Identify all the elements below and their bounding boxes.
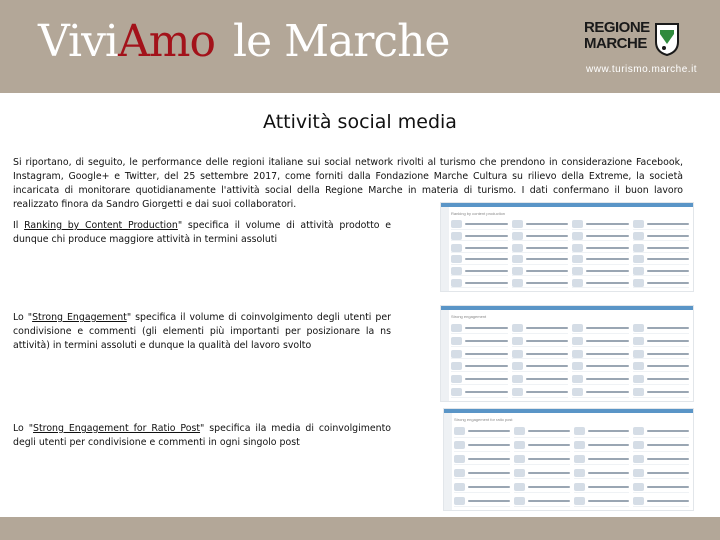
region-avatar-icon — [633, 255, 644, 263]
section-engagement-text — [13, 311, 391, 353]
region-entry-line — [465, 365, 508, 367]
screenshot-topbar — [441, 203, 693, 207]
region-avatar-icon — [633, 469, 644, 477]
region-avatar-icon — [574, 497, 585, 505]
region-avatar-icon — [451, 362, 462, 370]
region-line2: MARCHE — [584, 35, 647, 52]
region-entry-line — [647, 327, 690, 329]
region-entry — [572, 220, 629, 230]
region-entry-line — [468, 472, 510, 474]
region-entry — [574, 481, 630, 493]
region-entry — [451, 323, 508, 334]
region-entry-line — [526, 247, 569, 249]
region-entry-line — [647, 340, 690, 342]
region-line1: REGIONE — [584, 19, 650, 36]
region-entry — [572, 323, 629, 334]
region-entry — [514, 467, 570, 479]
region-entry — [633, 323, 690, 334]
footer-band — [0, 517, 720, 540]
screenshot-sidebar — [441, 310, 449, 401]
region-entry-line — [526, 223, 569, 225]
region-avatar-icon — [633, 455, 644, 463]
region-entry-line — [465, 353, 508, 355]
region-avatar-icon — [574, 427, 585, 435]
region-avatar-icon — [572, 324, 583, 332]
region-entry-line — [465, 391, 508, 393]
region-entry — [572, 387, 629, 398]
website-url[interactable]: www.turismo.marche.it — [586, 64, 698, 75]
region-entry — [451, 349, 508, 360]
region-entry — [633, 349, 690, 360]
region-entry — [512, 374, 569, 385]
region-entry-line — [526, 327, 569, 329]
header-band — [0, 0, 720, 93]
section-ratio-post: " specifica ila media di coinvolgimento degli utenti per condivisione e commenti in ogni singolo post — [13, 423, 391, 448]
region-entry — [574, 467, 630, 479]
region-avatar-icon — [451, 244, 462, 252]
region-entry — [633, 255, 690, 265]
region-avatar-icon — [512, 362, 523, 370]
region-avatar-icon — [514, 441, 525, 449]
region-entry — [514, 426, 570, 438]
region-entry-line — [647, 391, 690, 393]
region-avatar-icon — [572, 350, 583, 358]
region-avatar-icon — [454, 441, 465, 449]
region-entry — [512, 267, 569, 277]
region-entry — [633, 278, 690, 288]
region-entry-line — [647, 444, 689, 446]
region-avatar-icon — [454, 483, 465, 491]
region-entry — [451, 278, 508, 288]
region-entry-line — [586, 365, 629, 367]
regione-marche-logo — [584, 20, 694, 70]
region-entry — [633, 267, 690, 277]
region-entry — [572, 278, 629, 288]
region-avatar-icon — [451, 350, 462, 358]
region-entry — [454, 495, 510, 507]
ratio-post-screenshot — [443, 408, 694, 511]
region-entry — [514, 495, 570, 507]
region-entry-line — [528, 458, 570, 460]
region-entry-line — [526, 235, 569, 237]
region-entry — [512, 361, 569, 372]
region-avatar-icon — [633, 244, 644, 252]
region-avatar-icon — [512, 324, 523, 332]
region-entry — [572, 349, 629, 360]
section-ranking-post: " specifica il volume di attività prodotto e dunque chi produce maggiore attività in termini assoluti — [13, 220, 391, 245]
region-avatar-icon — [451, 388, 462, 396]
region-avatar-icon — [512, 279, 523, 287]
region-entry-line — [465, 378, 508, 380]
region-entry — [451, 255, 508, 265]
region-avatar-icon — [451, 267, 462, 275]
region-avatar-icon — [572, 388, 583, 396]
region-entry-line — [526, 391, 569, 393]
region-entry — [574, 426, 630, 438]
region-entry — [451, 336, 508, 347]
region-entry-line — [588, 430, 630, 432]
region-entry-line — [647, 458, 689, 460]
region-avatar-icon — [451, 375, 462, 383]
region-entry — [633, 243, 690, 253]
region-entry — [451, 374, 508, 385]
region-avatar-icon — [633, 220, 644, 228]
region-entry-line — [528, 444, 570, 446]
section-ranking-pre: Il — [13, 220, 25, 231]
region-entry — [633, 440, 689, 452]
region-avatar-icon — [633, 441, 644, 449]
region-avatar-icon — [633, 279, 644, 287]
region-avatar-icon — [572, 375, 583, 383]
region-entry-line — [647, 500, 689, 502]
region-entry-line — [468, 486, 510, 488]
region-entry-line — [586, 327, 629, 329]
region-entry-line — [586, 223, 629, 225]
region-entry — [451, 243, 508, 253]
region-entry — [574, 495, 630, 507]
region-entry-line — [528, 472, 570, 474]
strong-engagement-screenshot — [440, 305, 694, 402]
region-entry — [572, 336, 629, 347]
region-entry — [512, 243, 569, 253]
region-entry-line — [647, 365, 690, 367]
ratio-grid — [454, 426, 689, 507]
region-entry-line — [647, 247, 690, 249]
region-avatar-icon — [454, 497, 465, 505]
region-avatar-icon — [574, 469, 585, 477]
region-avatar-icon — [633, 483, 644, 491]
region-entry — [633, 481, 689, 493]
region-avatar-icon — [574, 455, 585, 463]
region-avatar-icon — [512, 375, 523, 383]
region-avatar-icon — [514, 469, 525, 477]
region-entry — [572, 267, 629, 277]
region-avatar-icon — [633, 497, 644, 505]
region-entry — [574, 454, 630, 466]
region-entry-line — [465, 282, 508, 284]
region-avatar-icon — [633, 324, 644, 332]
region-avatar-icon — [633, 232, 644, 240]
region-entry-line — [586, 391, 629, 393]
region-entry — [633, 361, 690, 372]
region-entry-line — [465, 247, 508, 249]
region-avatar-icon — [514, 483, 525, 491]
region-entry-line — [465, 327, 508, 329]
region-avatar-icon — [572, 255, 583, 263]
region-entry — [512, 255, 569, 265]
region-entry — [451, 232, 508, 242]
region-avatar-icon — [512, 244, 523, 252]
region-entry — [633, 454, 689, 466]
region-avatar-icon — [451, 279, 462, 287]
region-entry-line — [465, 258, 508, 260]
region-avatar-icon — [633, 362, 644, 370]
region-entry-line — [647, 353, 690, 355]
region-entry — [514, 440, 570, 452]
region-entry-line — [465, 270, 508, 272]
region-entry — [512, 232, 569, 242]
region-entry-line — [588, 472, 630, 474]
region-entry — [512, 220, 569, 230]
region-entry-line — [526, 340, 569, 342]
region-entry-line — [468, 500, 510, 502]
region-entry — [633, 426, 689, 438]
region-avatar-icon — [572, 267, 583, 275]
region-entry — [574, 440, 630, 452]
section-engagement-post: " specifica il volume di coinvolgimento degli utenti per condivisione e commenti (gli elementi più importanti per posizionare la ns attività) in termini assoluti e dunque la qualità del lavoro svolto — [13, 312, 391, 351]
logo-le-marche: le Marche — [233, 16, 450, 67]
region-entry-line — [647, 378, 690, 380]
region-entry — [454, 426, 510, 438]
region-entry-line — [526, 270, 569, 272]
screenshot-topbar — [441, 306, 693, 310]
section-ratio-pre: Lo " — [13, 423, 34, 434]
region-entry-line — [528, 500, 570, 502]
region-entry — [451, 220, 508, 230]
region-entry-line — [526, 353, 569, 355]
region-avatar-icon — [512, 232, 523, 240]
region-avatar-icon — [454, 469, 465, 477]
region-entry — [451, 267, 508, 277]
screenshot-sidebar — [441, 207, 449, 291]
ranking-grid — [451, 220, 689, 288]
region-entry-line — [465, 223, 508, 225]
region-entry-line — [586, 235, 629, 237]
logo-amo: Amo — [118, 16, 216, 67]
region-entry — [451, 387, 508, 398]
region-entry-line — [526, 365, 569, 367]
region-avatar-icon — [633, 350, 644, 358]
region-entry-line — [586, 340, 629, 342]
region-entry — [633, 232, 690, 242]
region-avatar-icon — [572, 337, 583, 345]
section-ranking-text — [13, 219, 391, 247]
region-avatar-icon — [572, 232, 583, 240]
region-avatar-icon — [572, 279, 583, 287]
region-avatar-icon — [633, 427, 644, 435]
region-avatar-icon — [633, 267, 644, 275]
region-avatar-icon — [572, 362, 583, 370]
region-entry-line — [468, 430, 510, 432]
region-entry-line — [528, 486, 570, 488]
region-avatar-icon — [451, 232, 462, 240]
region-entry-line — [586, 270, 629, 272]
region-entry — [512, 278, 569, 288]
region-avatar-icon — [512, 337, 523, 345]
region-entry — [633, 374, 690, 385]
region-entry-line — [465, 340, 508, 342]
region-entry-line — [586, 258, 629, 260]
page-title: Attività social media — [263, 111, 457, 133]
region-avatar-icon — [512, 255, 523, 263]
region-entry-line — [647, 282, 690, 284]
screenshot-header: Ranking by content production — [451, 211, 506, 216]
region-entry-line — [647, 270, 690, 272]
region-entry-line — [586, 247, 629, 249]
strong-engagement-ratio-link[interactable]: Strong Engagement for Ratio Post — [33, 423, 201, 434]
region-avatar-icon — [514, 455, 525, 463]
screenshot-topbar — [444, 409, 693, 413]
region-avatar-icon — [451, 337, 462, 345]
screenshot-header: Strong engagement — [451, 314, 487, 319]
region-entry — [454, 440, 510, 452]
region-entry-line — [588, 486, 630, 488]
ranking-screenshot — [440, 202, 694, 292]
region-entry-line — [586, 353, 629, 355]
region-entry — [454, 481, 510, 493]
region-avatar-icon — [454, 455, 465, 463]
region-avatar-icon — [512, 267, 523, 275]
screenshot-sidebar — [444, 413, 452, 510]
region-entry — [572, 374, 629, 385]
region-avatar-icon — [633, 337, 644, 345]
region-entry-line — [647, 472, 689, 474]
region-avatar-icon — [572, 220, 583, 228]
region-entry — [572, 243, 629, 253]
section-ratio-text — [13, 422, 391, 450]
region-avatar-icon — [451, 255, 462, 263]
region-avatar-icon — [512, 220, 523, 228]
region-entry — [633, 220, 690, 230]
region-avatar-icon — [454, 427, 465, 435]
region-avatar-icon — [633, 375, 644, 383]
region-avatar-icon — [514, 497, 525, 505]
region-avatar-icon — [574, 441, 585, 449]
region-entry-line — [528, 430, 570, 432]
region-entry — [512, 323, 569, 334]
region-avatar-icon — [572, 244, 583, 252]
region-entry-line — [647, 258, 690, 260]
region-entry — [512, 336, 569, 347]
region-avatar-icon — [512, 388, 523, 396]
region-entry-line — [526, 378, 569, 380]
region-entry-line — [647, 430, 689, 432]
engagement-grid — [451, 323, 689, 398]
vivi-amo-le-marche-logo — [38, 12, 449, 72]
region-entry — [572, 255, 629, 265]
region-entry-line — [468, 458, 510, 460]
region-entry — [633, 387, 690, 398]
region-avatar-icon — [574, 483, 585, 491]
region-entry-line — [588, 458, 630, 460]
region-entry — [454, 467, 510, 479]
region-entry — [572, 232, 629, 242]
region-entry — [633, 467, 689, 479]
region-entry — [633, 495, 689, 507]
region-avatar-icon — [451, 324, 462, 332]
region-entry-line — [647, 486, 689, 488]
region-avatar-icon — [451, 220, 462, 228]
region-entry-line — [647, 223, 690, 225]
ranking-link[interactable]: Ranking by Content Production — [24, 220, 178, 231]
region-entry-line — [526, 258, 569, 260]
region-entry — [451, 361, 508, 372]
region-avatar-icon — [512, 350, 523, 358]
region-entry — [512, 387, 569, 398]
region-shield-icon — [654, 22, 680, 56]
region-entry — [514, 481, 570, 493]
region-entry — [514, 454, 570, 466]
region-entry — [572, 361, 629, 372]
region-entry-line — [526, 282, 569, 284]
region-entry-line — [586, 282, 629, 284]
region-entry-line — [468, 444, 510, 446]
region-entry — [633, 336, 690, 347]
region-entry-line — [465, 235, 508, 237]
region-entry-line — [588, 500, 630, 502]
screenshot-header: Strong engagement for ratio post — [454, 417, 513, 422]
region-entry — [512, 349, 569, 360]
region-entry-line — [647, 235, 690, 237]
region-entry — [454, 454, 510, 466]
region-avatar-icon — [633, 388, 644, 396]
region-entry-line — [586, 378, 629, 380]
intro-paragraph: Si riportano, di seguito, le performance delle regioni italiane sui social network rivolti al turismo che prendono in considerazione Facebook, Instagram, Google+ e Twitter, del 25 settembre 2017, come forniti dalla Fondazione Marche Cultura su rilievo della Extreme, la società incaricata di monitorare quotidianamente l'attività social della Regione Marche in materia di turismo. I dati confermano il buon lavoro realizzato finora da Sandro Giorgetti e dai suoi collaboratori. — [13, 157, 683, 210]
region-avatar-icon — [514, 427, 525, 435]
logo-vivi: Vivi — [38, 16, 119, 67]
section-engagement-pre: Lo " — [13, 312, 33, 323]
region-entry-line — [588, 444, 630, 446]
strong-engagement-link[interactable]: Strong Engagement — [32, 312, 127, 323]
